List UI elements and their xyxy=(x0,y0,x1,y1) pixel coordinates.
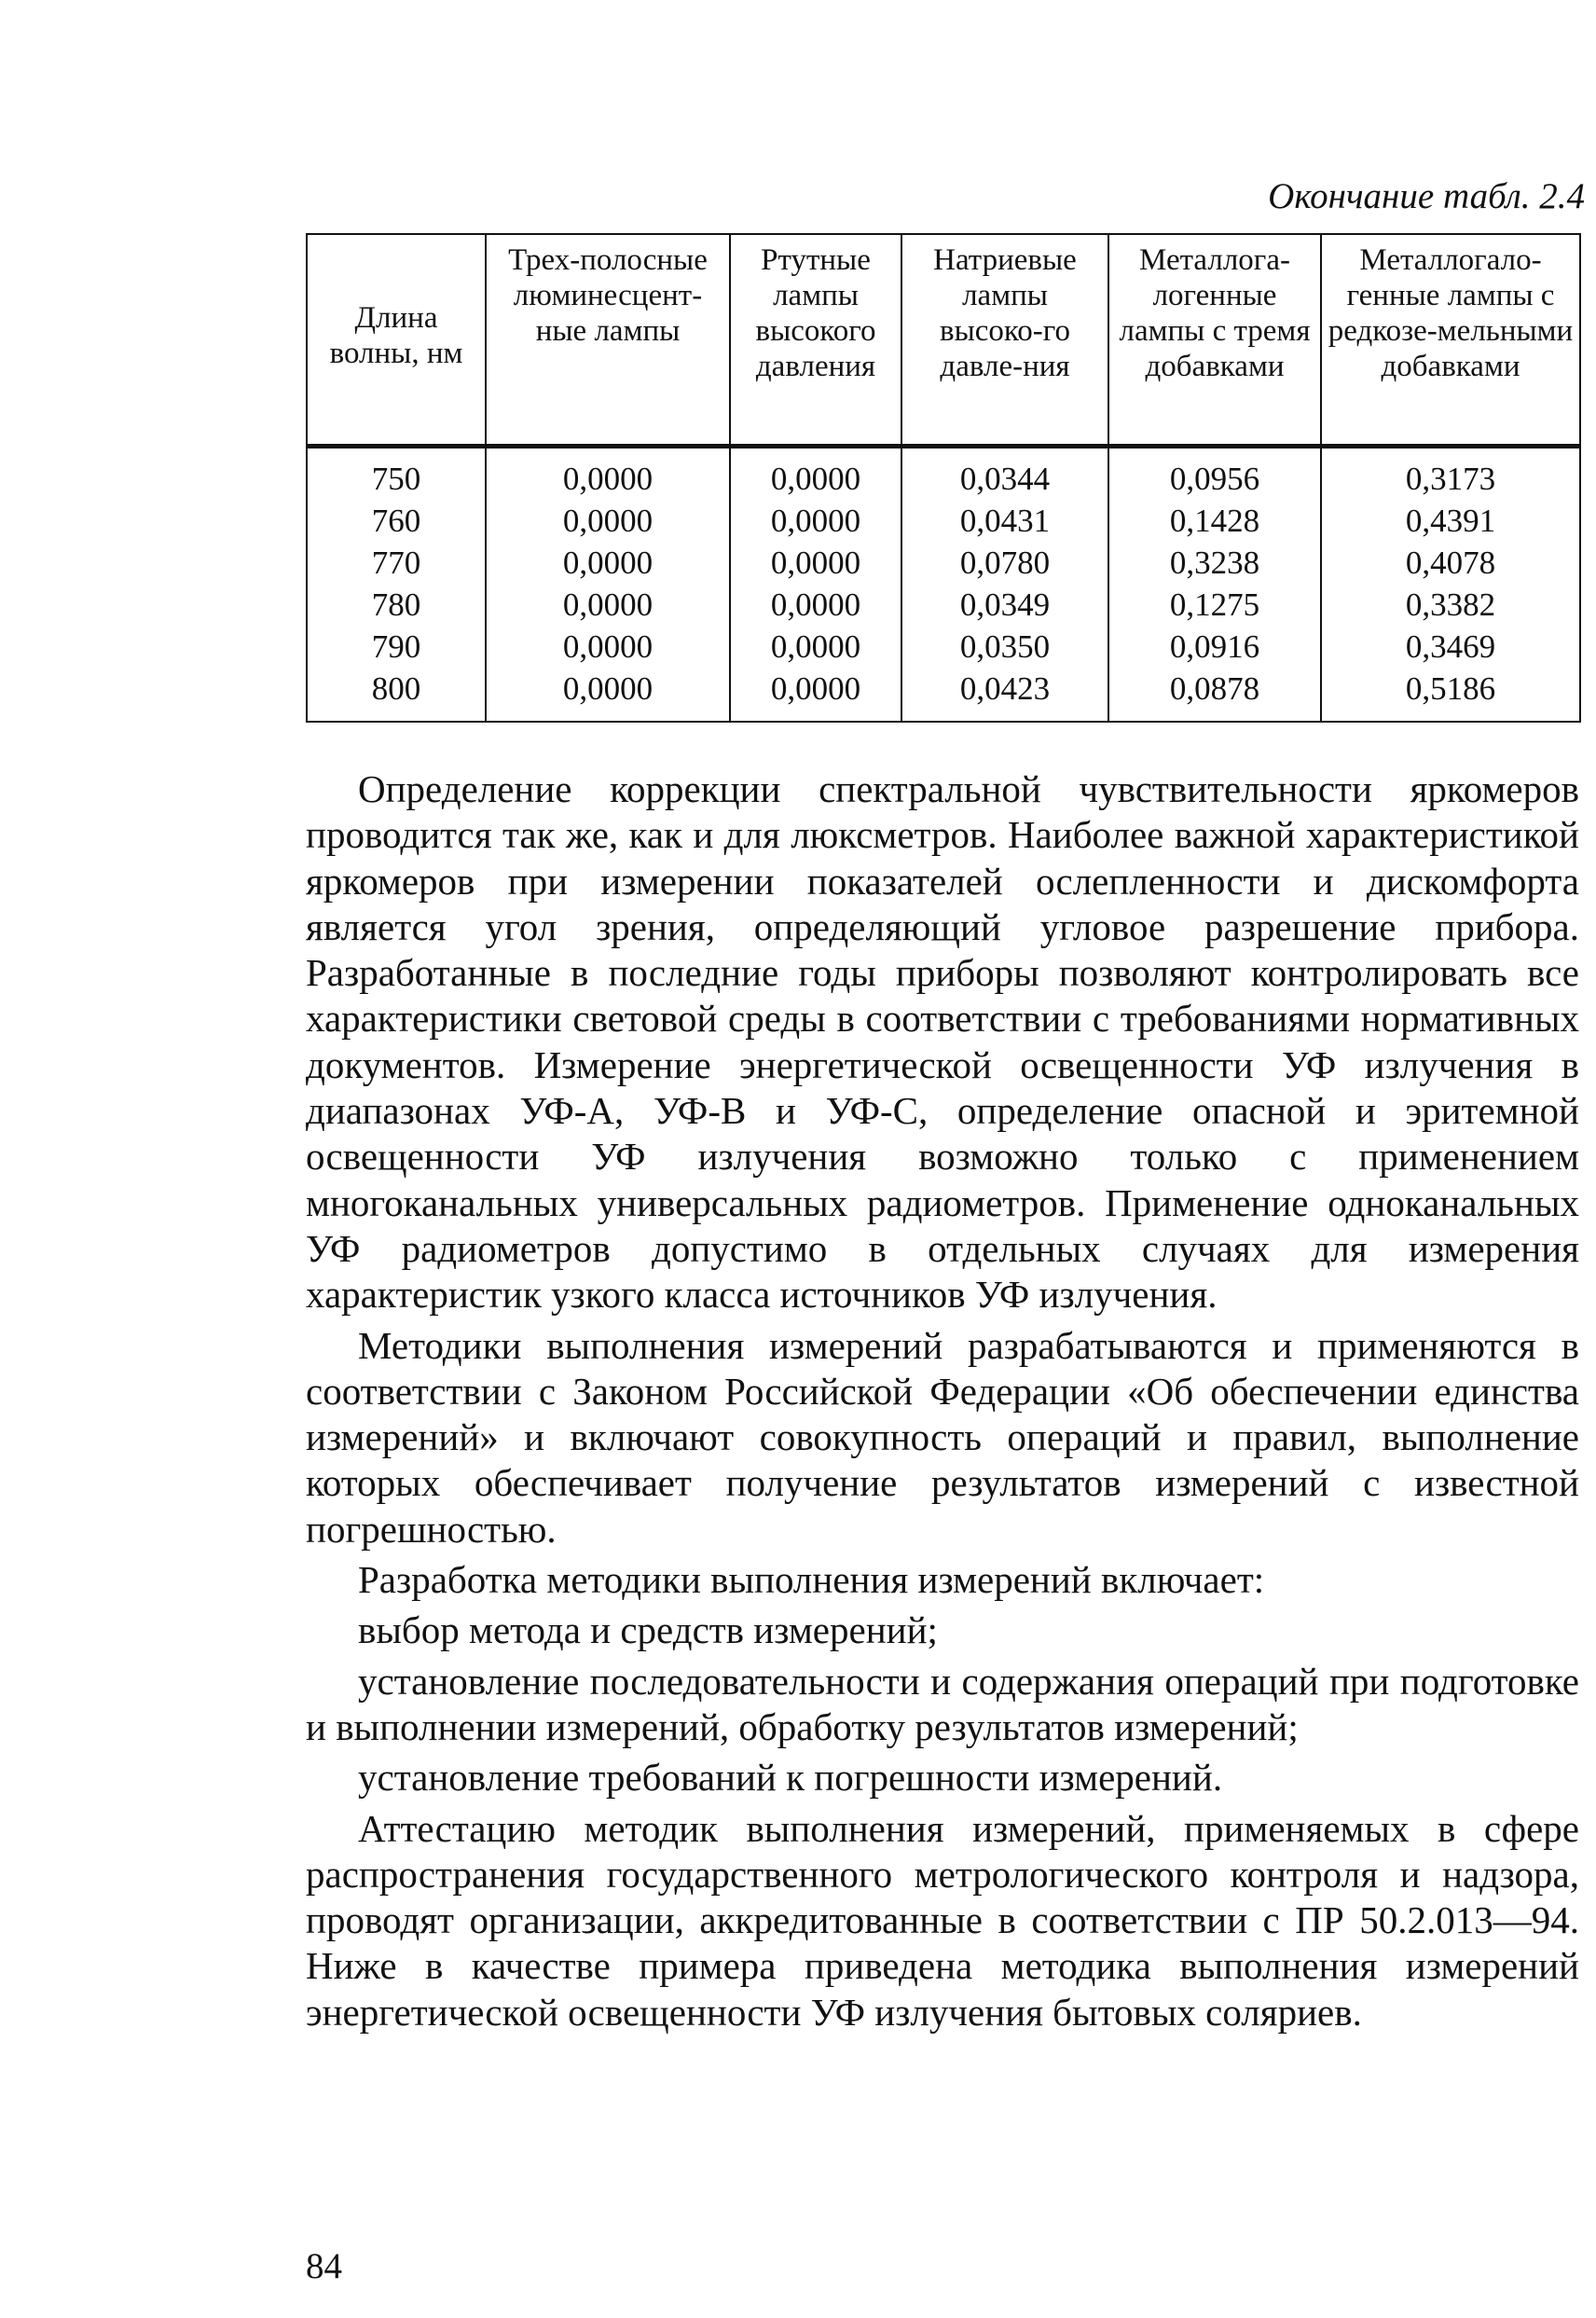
table-cell: 0,0956 xyxy=(1108,447,1321,501)
table-cell: 770 xyxy=(307,542,486,584)
table-cell: 0,4078 xyxy=(1321,542,1580,584)
table-cell: 0,3173 xyxy=(1321,447,1580,501)
table-cell: 750 xyxy=(307,447,486,501)
table-cell: 0,0000 xyxy=(486,584,730,626)
table-cell: 0,0780 xyxy=(901,542,1108,584)
table-caption: Окончание табл. 2.4 xyxy=(1268,176,1585,216)
table-cell: 0,0000 xyxy=(730,626,901,668)
table-cell: 0,0000 xyxy=(486,447,730,501)
paragraph: Аттестацию методик выполнения измерений, применяемых в сфере распространения государственного метрологического контроля и надзора, проводят организации, аккредитованные в соответствии с ПР 50.2.013—94. Ниже в качестве примера приведена методика выполнения измерений энергетической освещенности УФ излучения бытовых соляриев. xyxy=(306,1806,1579,2034)
table-row xyxy=(307,668,1580,722)
table-cell: 0,0000 xyxy=(730,584,901,626)
table-cell: 0,0000 xyxy=(486,500,730,542)
header-mercury: Ртутные лампы высокого давления xyxy=(730,234,901,447)
table-cell: 0,0000 xyxy=(730,447,901,501)
table-cell: 0,3382 xyxy=(1321,584,1580,626)
table-cell: 0,5186 xyxy=(1321,668,1580,722)
table-cell: 0,3469 xyxy=(1321,626,1580,668)
paragraph: Разработка методики выполнения измерений включает: xyxy=(358,1558,1265,1602)
header-sodium: Натриевые лампы высоко-го давле-ния xyxy=(901,234,1108,447)
table-cell: 0,0000 xyxy=(486,542,730,584)
table-cell: 800 xyxy=(307,668,486,722)
table-cell: 0,0349 xyxy=(901,584,1108,626)
table-cell: 760 xyxy=(307,500,486,542)
table-cell: 780 xyxy=(307,584,486,626)
list-item: выбор метода и средств измерений; xyxy=(358,1608,938,1652)
header-metal-halide-three: Металлога-логенные лампы с тремя добавками xyxy=(1108,234,1321,447)
table-row xyxy=(307,542,1580,584)
table-cell: 0,0344 xyxy=(901,447,1108,501)
table-cell: 0,0916 xyxy=(1108,626,1321,668)
table-row xyxy=(307,584,1580,626)
table-cell: 0,0000 xyxy=(730,542,901,584)
page-number: 84 xyxy=(306,2246,342,2286)
table-row xyxy=(307,626,1580,668)
table-cell: 0,0000 xyxy=(486,626,730,668)
table-cell: 0,3238 xyxy=(1108,542,1321,584)
paragraph: Методики выполнения измерений разрабатываются и применяются в соответствии с Законом Российской Федерации «Об обеспечении единства измерений» и включают совокупность операций и правил, выполнение которых обеспечивает получение результатов измерений с известной погрешностью. xyxy=(306,1323,1579,1551)
table-cell: 0,0423 xyxy=(901,668,1108,722)
table-cell: 0,0000 xyxy=(730,500,901,542)
table-cell: 0,4391 xyxy=(1321,500,1580,542)
header-metal-halide-rare-earth: Металлогало-генные лампы с редкозе-мельными добавками xyxy=(1321,234,1580,447)
table-cell: 0,0000 xyxy=(730,668,901,722)
header-fluorescent: Трех-полосные люминесцент-ные лампы xyxy=(486,234,730,447)
table-cell: 790 xyxy=(307,626,486,668)
list-item: установление требований к погрешности измерений. xyxy=(358,1756,1223,1800)
table-cell: 0,1275 xyxy=(1108,584,1321,626)
table-header-row xyxy=(307,234,1580,447)
header-wavelength: Длина волны, нм xyxy=(307,234,486,447)
body-text xyxy=(306,766,1579,2040)
spectral-table xyxy=(306,233,1581,723)
list-item: установление последовательности и содержания операций при подготовке и выполнении измерений, обработку результатов измерений; xyxy=(306,1659,1579,1748)
table-cell: 0,0000 xyxy=(486,668,730,722)
table-cell: 0,0431 xyxy=(901,500,1108,542)
table-cell: 0,0350 xyxy=(901,626,1108,668)
paragraph: Определение коррекции спектральной чувствительности яркомеров проводится так же, как и для люксметров. Наиболее важной характеристикой яркомеров при измерении показателей ослепленности и дискомфорта является угол зрения, определяющий угловое разрешение прибора. Разработанные в последние годы приборы позволяют контролировать все характеристики световой среды в соответствии с требованиями нормативных документов. Измерение энергетической освещенности УФ излучения в диапазонах УФ-А, УФ-В и УФ-С, определение опасной и эритемной освещенности УФ излучения возможно только с применением многоканальных универсальных радиометров. Применение одноканальных УФ радиометров допустимо в отдельных случаях для измерения характеристик узкого класса источников УФ излучения. xyxy=(306,767,1579,1317)
table-row xyxy=(307,500,1580,542)
table-row xyxy=(307,447,1580,501)
table-cell: 0,0878 xyxy=(1108,668,1321,722)
table-cell: 0,1428 xyxy=(1108,500,1321,542)
